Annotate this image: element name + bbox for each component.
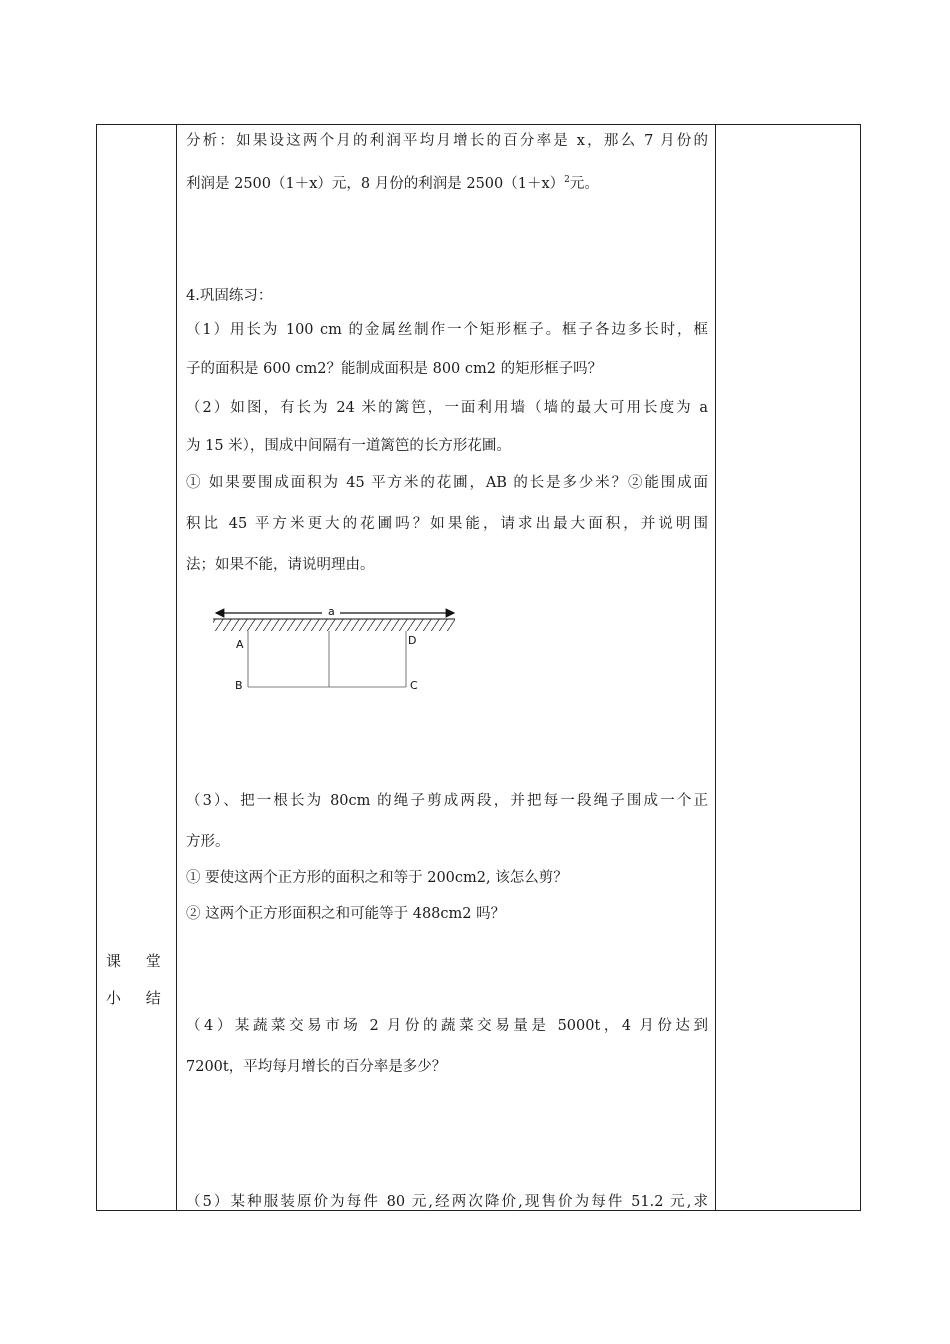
q3-line-1: （3）、把一根长为 80cm 的绳子剪成两段，并把每一段绳子围成一个正 xyxy=(186,793,708,809)
label-a: a xyxy=(328,605,335,618)
label-point-c: C xyxy=(410,679,418,692)
analysis-line-1: 分析：如果设这两个月的利润平均月增长的百分率是 x，那么 7 月份的 xyxy=(186,133,708,149)
q1-line-1: （1）用长为 100 cm 的金属丝制作一个矩形框子。框子各边多长时，框 xyxy=(186,322,708,338)
column-divider-left xyxy=(176,124,177,1211)
analysis-exponent: 2 xyxy=(564,175,570,185)
q2-line-4: 积比 45 平方米更大的花圃吗？如果能，请求出最大面积，并说明围 xyxy=(186,516,708,532)
analysis-line-2 xyxy=(186,172,599,193)
q4-line-1: （4）某蔬菜交易市场 2 月份的蔬菜交易量是 5000t，4 月份达到 xyxy=(186,1018,708,1034)
q2-line-3: ① 如果要围成面积为 45 平方米的花圃，AB 的长是多少米？②能围成面 xyxy=(186,475,708,491)
column-divider-right xyxy=(715,124,716,1211)
wall-hatch xyxy=(213,619,455,631)
analysis-line-2-end: 元。 xyxy=(569,176,599,192)
q4-line-2: 7200t，平均每月增长的百分率是多少？ xyxy=(186,1059,447,1075)
analysis-line-2-text: 利润是 2500（1＋x）元，8 月份的利润是 2500（1＋x） xyxy=(186,176,565,192)
garden-diagram xyxy=(210,603,460,693)
q1-line-2: 子的面积是 600 cm2？能制成面积是 800 cm2 的矩形框子吗？ xyxy=(186,361,603,377)
practice-title: 4.巩固练习： xyxy=(186,288,273,304)
q3-line-2: 方形。 xyxy=(186,834,230,850)
section-label-line1: 课 堂 xyxy=(106,952,171,970)
q2-line-1: （2）如图，有长为 24 米的篱笆，一面利用墙（墙的最大可用长度为 a xyxy=(186,400,708,416)
q3-line-4: ② 这两个正方形面积之和可能等于 488cm2 吗？ xyxy=(186,906,506,922)
q5-line-1: （5）某种服装原价为每件 80 元,经两次降价,现售价为每件 51.2 元,求 xyxy=(186,1194,708,1210)
q3-line-3: ① 要使这两个正方形的面积之和等于 200cm2, 该怎么剪？ xyxy=(186,870,568,886)
label-point-d: D xyxy=(408,634,417,647)
section-label-line2: 小 结 xyxy=(106,989,171,1007)
label-point-a: A xyxy=(236,638,244,651)
q2-line-5: 法；如果不能，请说明理由。 xyxy=(186,557,375,573)
label-point-b: B xyxy=(235,679,243,692)
q2-line-2: 为 15 米），围成中间隔有一道篱笆的长方形花圃。 xyxy=(186,438,511,454)
